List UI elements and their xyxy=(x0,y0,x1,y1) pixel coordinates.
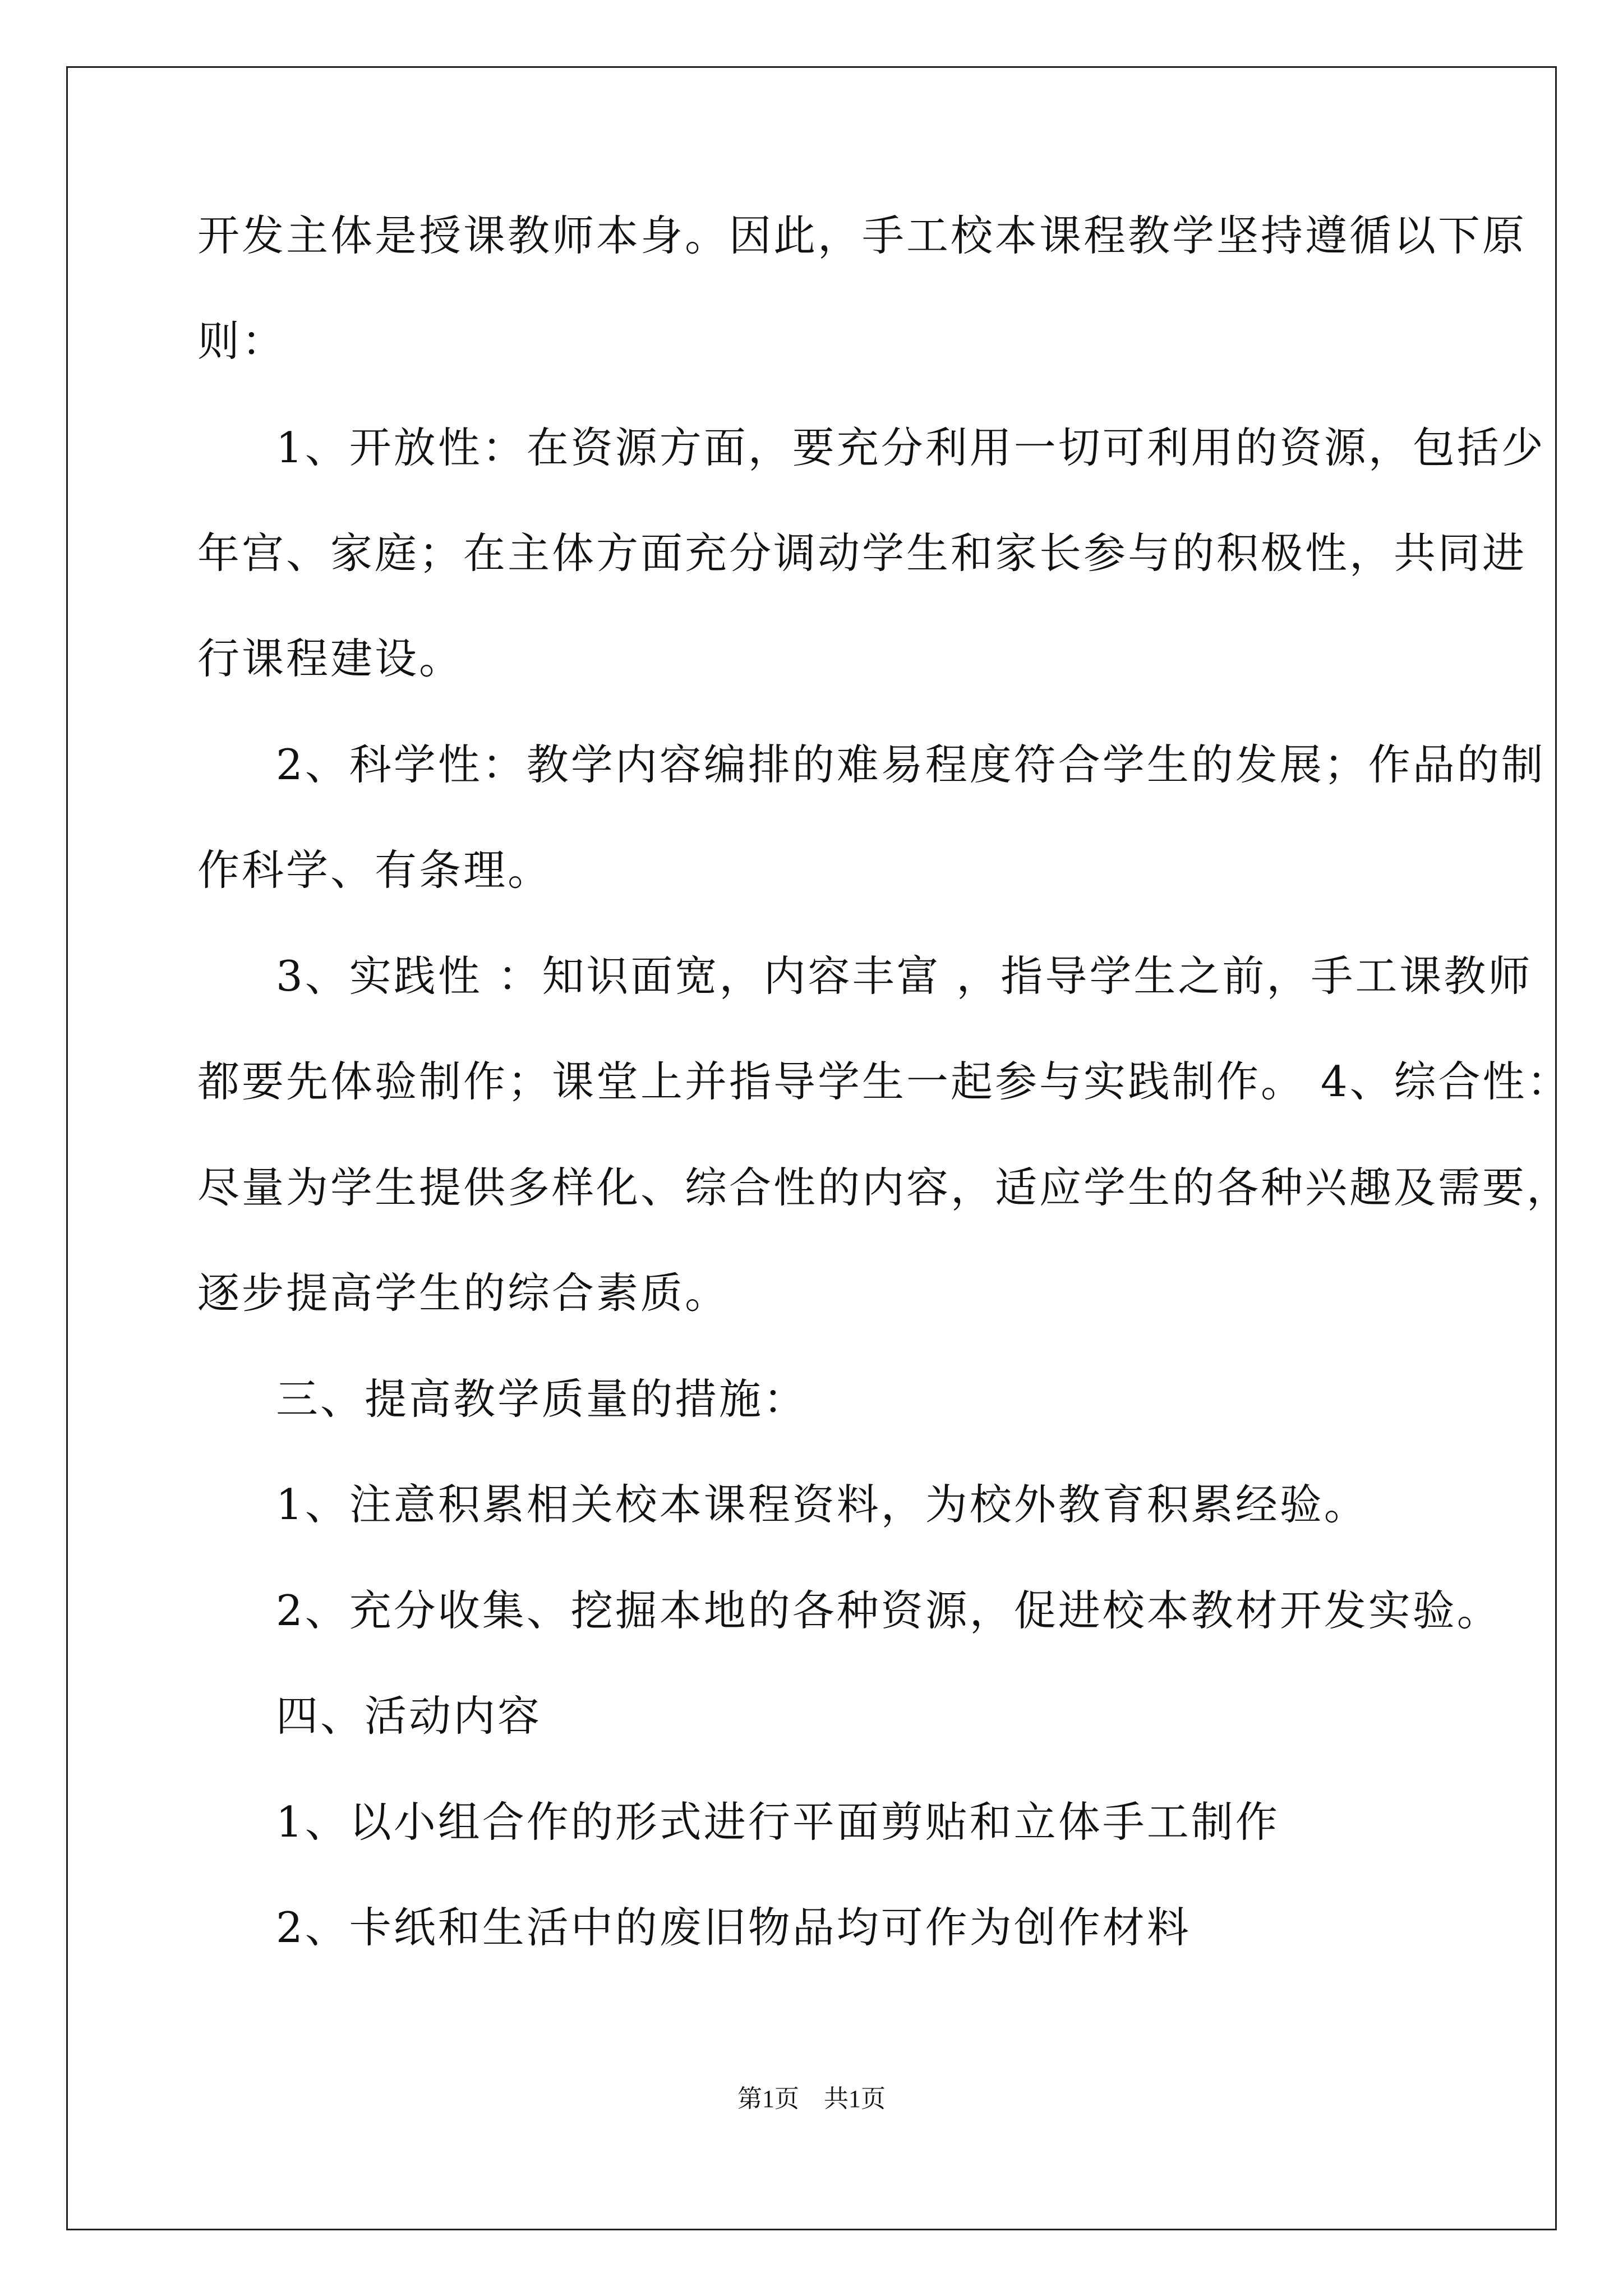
page-footer: 第1页 共1页 xyxy=(737,2085,886,2113)
text-line: 年宫、家庭；在主体方面充分调动学生和家长参与的积极性，共同进 xyxy=(197,528,1527,578)
text-line: 逐步提高学生的综合素质。 xyxy=(197,1268,730,1318)
text-line: 作科学、有条理。 xyxy=(197,845,552,895)
text-line: 3、实践性 ：知识面宽，内容丰富 ，指导学生之前，手工课教师 xyxy=(276,951,1533,1001)
text-line: 1、开放性：在资源方面，要充分利用一切可利用的资源，包括少 xyxy=(276,423,1546,472)
text-line: 则： xyxy=(197,316,287,366)
text-line: 都要先体验制作；课堂上并指导学生一起参与实践制作。 4、综合性： xyxy=(197,1057,1571,1106)
text-line: 1、注意积累相关校本课程资料，为校外教育积累经验。 xyxy=(276,1480,1368,1529)
text-line: 尽量为学生提供多样化、综合性的内容，适应学生的各种兴趣及需要， xyxy=(197,1163,1571,1212)
text-line: 行课程建设。 xyxy=(197,634,464,683)
section-heading: 三、提高教学质量的措施： xyxy=(276,1374,808,1424)
section-heading: 四、活动内容 xyxy=(276,1691,542,1741)
text-line: 开发主体是授课教师本身。因此，手工校本课程教学坚持遵循以下原 xyxy=(197,211,1527,260)
text-line: 2、卡纸和生活中的废旧物品均可作为创作材料 xyxy=(276,1903,1191,1952)
text-line: 1、以小组合作的形式进行平面剪贴和立体手工制作 xyxy=(276,1797,1280,1847)
text-line: 2、科学性：教学内容编排的难易程度符合学生的发展；作品的制 xyxy=(276,740,1546,789)
text-line: 2、充分收集、挖掘本地的各种资源，促进校本教材开发实验。 xyxy=(276,1586,1501,1635)
